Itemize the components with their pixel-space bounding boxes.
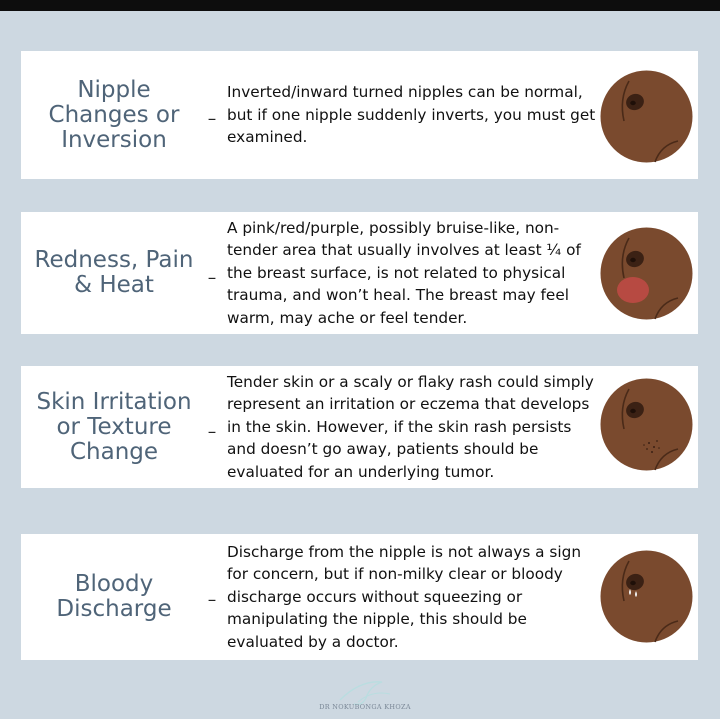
separator-dash: – — [207, 268, 217, 288]
symptom-card-bloody-discharge — [21, 534, 698, 660]
symptom-description: A pink/red/purple, possibly bruise-like, non-tender area that usually involves at least ¼ of the breast surface, is not related to physical trauma, and won’t heal. The breast may feel warm, may ache or feel tender. — [227, 218, 581, 327]
breast-discharge-icon — [599, 549, 694, 644]
breast-nipple-inversion-icon — [599, 69, 694, 164]
symptom-title: Nipple Changes or Inversion — [48, 76, 180, 153]
separator-dash: – — [207, 109, 217, 129]
symptom-description: Tender skin or a scaly or flaky rash could simply represent an irritation or eczema that develops in the skin. However, if the skin rash persists and doesn’t go away, patients should be evaluated for an underlying tumor. — [227, 372, 594, 481]
symptom-card-nipple-changes — [21, 51, 698, 179]
top-bar — [0, 0, 720, 11]
signature-logo — [300, 672, 430, 718]
separator-dash: – — [207, 422, 217, 442]
symptom-card-redness — [21, 212, 698, 334]
symptom-description: Inverted/inward turned nipples can be normal, but if one nipple suddenly inverts, you must get examined. — [227, 83, 596, 147]
breast-skin-texture-icon — [599, 377, 694, 472]
footer-brand-text: DR NOKUBONGA KHOZA — [319, 703, 411, 711]
symptom-description: Discharge from the nipple is not always a sign for concern, but if non-milky clear or bloody discharge occurs without squeezing or manipulating the nipple, this should be evaluated by a doctor. — [227, 542, 582, 651]
symptom-card-skin-irritation — [21, 366, 698, 488]
symptom-title: Bloody Discharge — [56, 571, 172, 622]
breast-redness-icon — [599, 226, 694, 321]
symptom-title: Skin Irritation or Texture Change — [36, 388, 192, 465]
separator-dash: – — [207, 590, 217, 610]
symptom-title: Redness, Pain & Heat — [34, 247, 194, 298]
